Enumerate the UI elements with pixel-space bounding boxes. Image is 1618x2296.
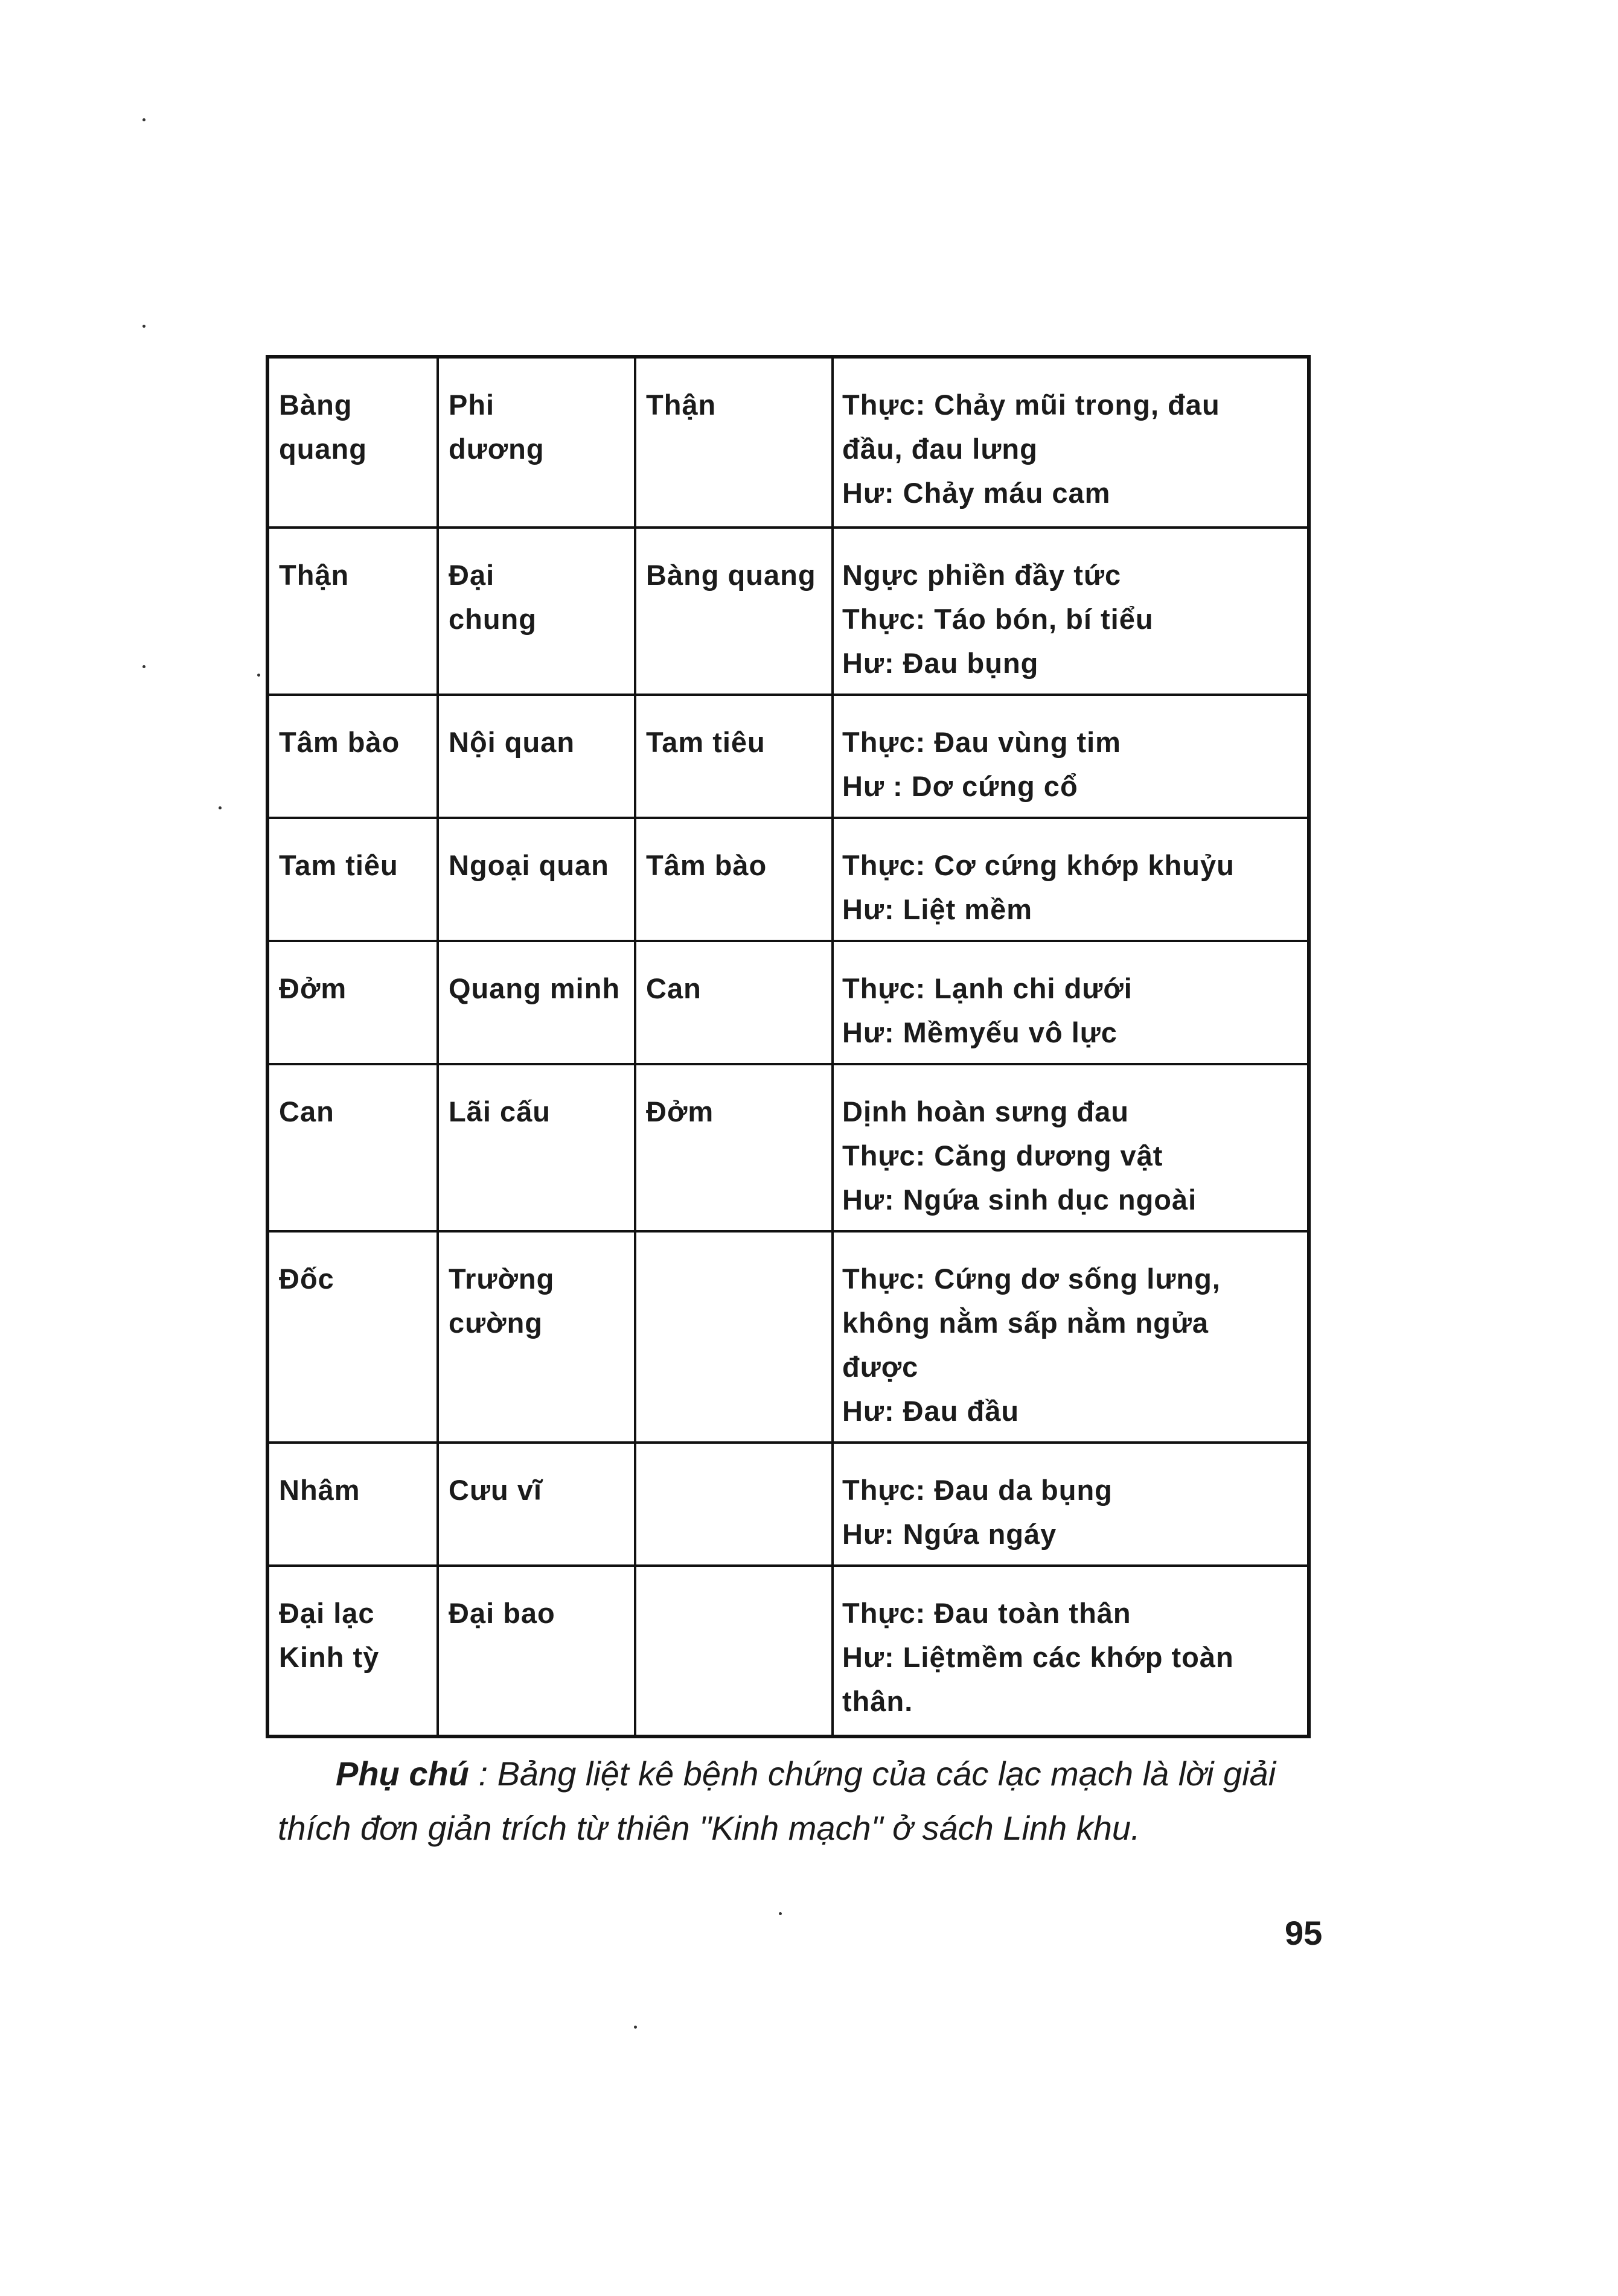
cell-noi-lien [635, 695, 833, 818]
cell-line: Thực: Cứng dơ sống lưng, [842, 1263, 1221, 1295]
scan-speck [142, 325, 145, 328]
cell-lac-mach-name [267, 1064, 438, 1231]
cell-benh-chung [833, 1443, 1309, 1566]
cell-line: Thực: Cơ cứng khớp khuỷu [842, 849, 1235, 881]
table-body [267, 357, 1309, 1736]
cell-huyet-name [438, 1231, 635, 1443]
cell-line: Hư: Liệt mềm [842, 893, 1033, 925]
cell-lac-mach-name [267, 695, 438, 818]
cell-line: Hư: Mềmyếu vô lực [842, 1016, 1118, 1048]
cell-benh-chung [833, 528, 1309, 695]
lac-mach-table [266, 355, 1311, 1738]
table-row [267, 941, 1309, 1064]
cell-line: Can [279, 1095, 334, 1127]
cell-line: dương [449, 433, 545, 465]
cell-huyet-name [438, 695, 635, 818]
cell-line: Quang minh [449, 972, 621, 1004]
table-row [267, 1566, 1309, 1736]
cell-line: Đại lạc [279, 1597, 375, 1629]
cell-line: Hư: Ngứa ngáy [842, 1518, 1057, 1550]
cell-benh-chung [833, 818, 1309, 941]
cell-huyet-name [438, 1443, 635, 1566]
cell-line: Trường [449, 1263, 555, 1295]
cell-line: Hư: Liệtmềm các khớp toàn [842, 1641, 1234, 1673]
cell-line: Thực: Táo bón, bí tiểu [842, 603, 1154, 635]
cell-lac-mach-name [267, 1566, 438, 1736]
cell-huyet-name [438, 818, 635, 941]
cell-line: Thực: Lạnh chi dưới [842, 972, 1133, 1004]
cell-line: Thực: Đau vùng tim [842, 726, 1121, 758]
footnote [278, 1747, 1316, 1855]
cell-line: Nội quan [449, 726, 575, 758]
cell-lac-mach-name [267, 1231, 438, 1443]
cell-line: Thực: Đau da bụng [842, 1474, 1113, 1506]
cell-benh-chung [833, 357, 1309, 528]
cell-lac-mach-name [267, 528, 438, 695]
cell-huyet-name [438, 357, 635, 528]
table-row [267, 818, 1309, 941]
cell-noi-lien [635, 528, 833, 695]
table-row [267, 1231, 1309, 1443]
cell-line: Hư : Dơ cứng cổ [842, 770, 1078, 802]
cell-line: được [842, 1351, 919, 1383]
scan-speck [142, 118, 145, 121]
cell-huyet-name [438, 1064, 635, 1231]
cell-line: Hư: Ngứa sinh dục ngoài [842, 1184, 1197, 1216]
footnote-label: Phụ chú [336, 1755, 469, 1793]
cell-line: Lãi cấu [449, 1095, 551, 1127]
cell-line: Đại bao [449, 1597, 555, 1629]
scan-speck [779, 1912, 782, 1915]
cell-line: Dịnh hoàn sưng đau [842, 1095, 1130, 1127]
cell-line: Đởm [279, 972, 347, 1004]
cell-line: quang [279, 433, 367, 465]
cell-line: Kinh tỳ [279, 1641, 380, 1673]
cell-line: Thận [646, 389, 717, 421]
cell-line: Đởm [646, 1095, 714, 1127]
cell-noi-lien [635, 1231, 833, 1443]
scan-speck [257, 674, 260, 677]
cell-noi-lien [635, 1064, 833, 1231]
table-row [267, 528, 1309, 695]
cell-line: Thực: Đau toàn thân [842, 1597, 1131, 1629]
cell-noi-lien [635, 1566, 833, 1736]
cell-line: Nhâm [279, 1474, 360, 1506]
cell-line: Phi [449, 389, 495, 421]
cell-line: Tâm bào [279, 726, 400, 758]
cell-line: đầu, đau lưng [842, 433, 1038, 465]
cell-noi-lien [635, 357, 833, 528]
lac-mach-table-container [266, 355, 1307, 1738]
cell-lac-mach-name [267, 357, 438, 528]
cell-line: Đốc [279, 1263, 334, 1295]
cell-line: Ngực phiền đầy tức [842, 559, 1122, 591]
cell-noi-lien [635, 818, 833, 941]
scan-speck [219, 806, 222, 809]
scan-speck [634, 2026, 637, 2029]
cell-huyet-name [438, 528, 635, 695]
scan-speck [142, 665, 145, 668]
cell-line: Tâm bào [646, 849, 767, 881]
table-row [267, 1443, 1309, 1566]
table-row [267, 1064, 1309, 1231]
cell-line: không nằm sấp nằm ngửa [842, 1307, 1209, 1339]
cell-benh-chung [833, 1566, 1309, 1736]
footnote-text: : Bảng liệt kê bệnh chứng của các lạc mạch là lời giải thích đơn giản trích từ thiên "Kinh mạch" ở sách Linh khu. [278, 1755, 1276, 1847]
cell-line: Bàng [279, 389, 353, 421]
cell-line: cường [449, 1307, 543, 1339]
cell-line: Can [646, 972, 702, 1004]
cell-line: Hư: Đau đầu [842, 1395, 1020, 1427]
cell-line: Thực: Chảy mũi trong, đau [842, 389, 1220, 421]
cell-line: Hư: Đau bụng [842, 647, 1039, 679]
cell-noi-lien [635, 941, 833, 1064]
cell-benh-chung [833, 941, 1309, 1064]
cell-benh-chung [833, 1231, 1309, 1443]
cell-line: Đại [449, 559, 495, 591]
cell-huyet-name [438, 941, 635, 1064]
page-number: 95 [1285, 1914, 1323, 1952]
cell-line: chung [449, 603, 537, 635]
table-row [267, 695, 1309, 818]
cell-line: Thận [279, 559, 350, 591]
cell-line: Tam tiêu [279, 849, 398, 881]
cell-line: Ngoại quan [449, 849, 609, 881]
cell-line: Tam tiêu [646, 726, 766, 758]
cell-line: Cưu vĩ [449, 1474, 542, 1506]
cell-lac-mach-name [267, 941, 438, 1064]
cell-line: Thực: Căng dương vật [842, 1140, 1163, 1172]
cell-benh-chung [833, 695, 1309, 818]
cell-huyet-name [438, 1566, 635, 1736]
cell-line: Hư: Chảy máu cam [842, 477, 1111, 509]
cell-noi-lien [635, 1443, 833, 1566]
table-row [267, 357, 1309, 528]
cell-line: Bàng quang [646, 559, 816, 591]
cell-benh-chung [833, 1064, 1309, 1231]
cell-lac-mach-name [267, 1443, 438, 1566]
cell-lac-mach-name [267, 818, 438, 941]
cell-line: thân. [842, 1685, 913, 1717]
